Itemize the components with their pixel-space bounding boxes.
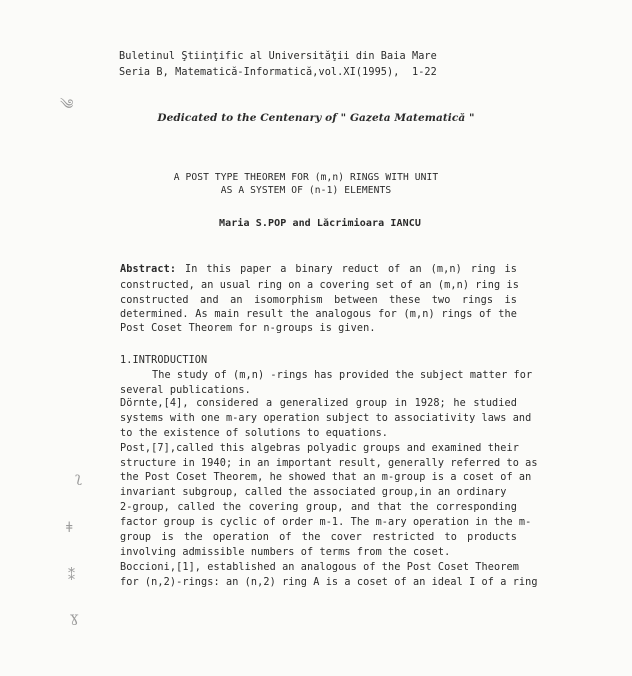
body-line: to the existence of solutions to equations. <box>120 428 389 439</box>
abstract-line2: constructed, an usual ring on a covering set of an (m,n) ring is <box>120 280 519 291</box>
body-line: several publications. <box>120 385 251 396</box>
abstract-line1-text: In this paper a binary reduct of an (m,n) ring is <box>185 264 517 275</box>
margin-mark-3: ǂ <box>66 520 73 536</box>
abstract-line3: constructed and an isomorphism between these two rings is <box>120 295 517 306</box>
dedication: Dedicated to the Centenary of " Gazeta Matematică " <box>157 112 475 124</box>
authors: Maria S.POP and Lăcrimioara IANCU <box>219 218 421 229</box>
margin-mark-1: ༄ <box>60 97 74 113</box>
body-line: Boccioni,[1], established an analogous of the Post Coset Theorem <box>120 562 519 573</box>
body-line: 2-group, called the covering group, and that the corresponding <box>120 502 517 513</box>
body-line: the Post Coset Theorem, he showed that an m-group is a coset of an <box>120 472 532 483</box>
journal-header-line2: Seria B, Matematică-Informatică,vol.XI(1995), 1-22 <box>119 67 437 78</box>
body-line: involving admissible numbers of terms from the coset. <box>120 547 451 558</box>
margin-mark-5: ɣ <box>70 610 79 626</box>
body-line: The study of (m,n) -rings has provided the subject matter for <box>152 370 533 381</box>
abstract-line1 <box>120 264 517 276</box>
body-line: group is the operation of the cover restricted to products <box>120 532 517 543</box>
abstract-line5: Post Coset Theorem for n-groups is given. <box>120 323 376 334</box>
paper-title-line2: AS A SYSTEM OF (n-1) ELEMENTS <box>220 185 392 196</box>
body-line: for (n,2)-rings: an (n,2) ring A is a coset of an ideal I of a ring <box>120 577 538 588</box>
abstract-label: Abstract: <box>120 264 177 275</box>
journal-header-line1: Buletinul Ştiinţific al Universităţii din Baia Mare <box>119 51 437 62</box>
body-line: factor group is cyclic of order m-1. The m-ary operation in the m- <box>120 517 532 528</box>
body-line: Dörnte,[4], considered a generalized group in 1928; he studied <box>120 398 517 409</box>
body-line: structure in 1940; in an important result, generally referred to as <box>120 458 538 469</box>
body-line: Post,[7],called this algebras polyadic groups and examined their <box>120 443 519 454</box>
section-heading: 1.INTRODUCTION <box>120 355 208 366</box>
margin-mark-2: ʅ <box>75 470 82 486</box>
body-line: systems with one m-ary operation subject to associativity laws and <box>120 413 532 424</box>
abstract-line4: determined. As main result the analogous for (m,n) rings of the <box>120 309 517 320</box>
paper-title-line1: A POST TYPE THEOREM FOR (m,n) RINGS WITH UNIT <box>173 172 439 183</box>
margin-mark-4: ⁑ <box>68 568 75 584</box>
body-line: invariant subgroup, called the associated group,in an ordinary <box>120 487 507 498</box>
